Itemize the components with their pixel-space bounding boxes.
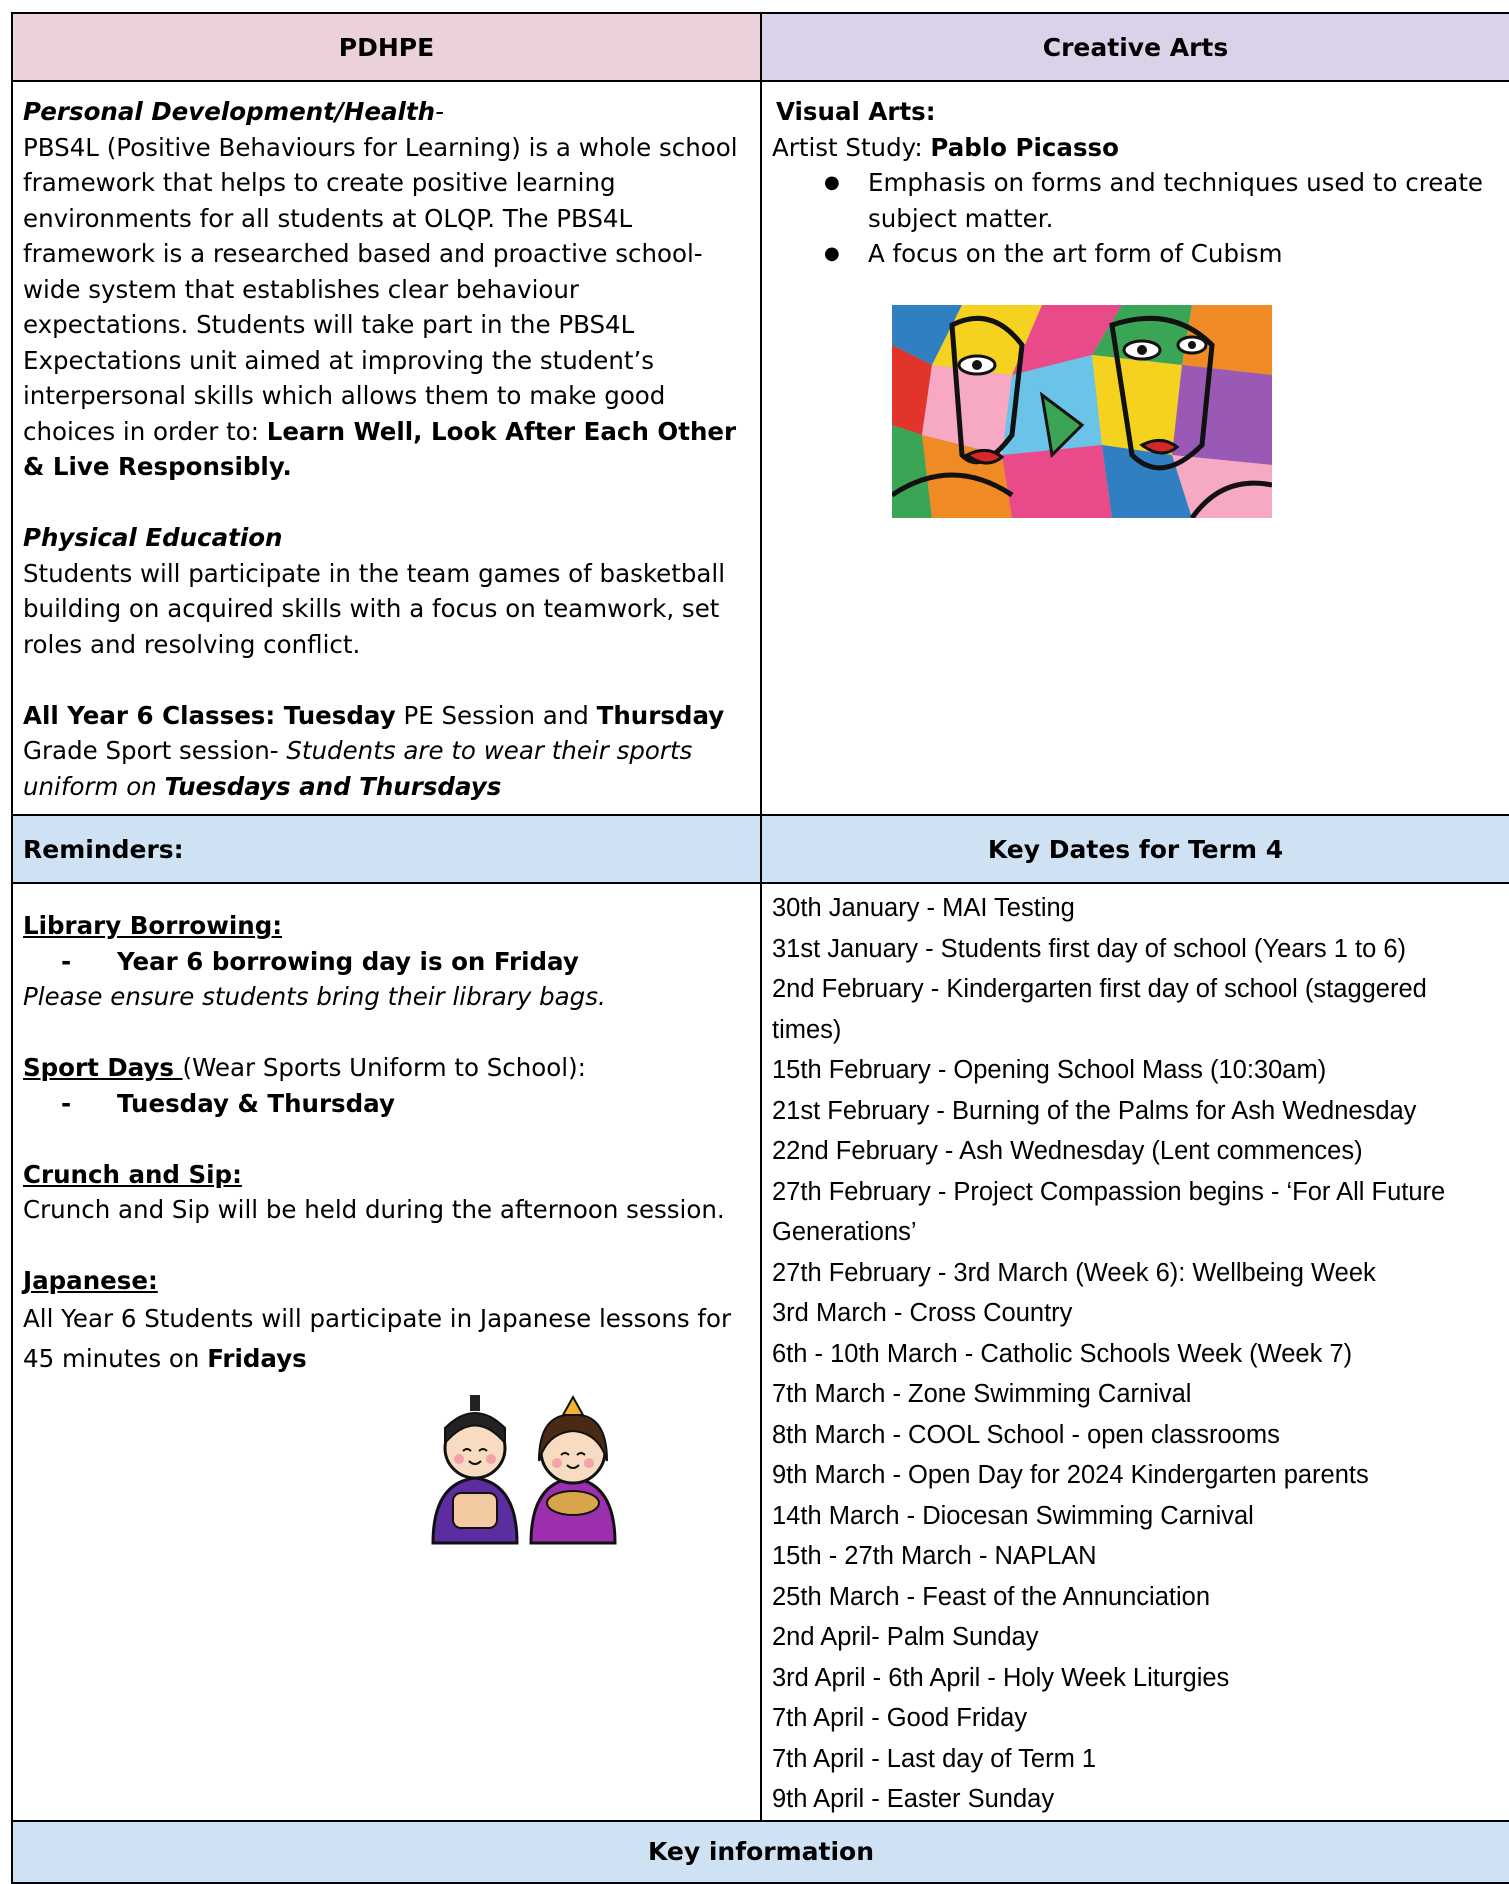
key-information-header-text: Key information bbox=[647, 1837, 875, 1866]
reminders-header bbox=[12, 815, 761, 883]
key-date-item: 2nd April- Palm Sunday bbox=[772, 1623, 1039, 1651]
key-dates-header-text: Key Dates for Term 4 bbox=[987, 834, 1284, 864]
key-date-item: 8th March - COOL School - open classrooms bbox=[772, 1420, 1280, 1449]
pd-heading-dash: - bbox=[435, 97, 444, 126]
reminders-header-text: Reminders: bbox=[23, 834, 184, 864]
key-date-item: 22nd February - Ash Wednesday (Lent commences) bbox=[772, 1137, 1363, 1165]
library-note: Please ensure students bring their library bags. bbox=[23, 982, 606, 1011]
sport-subtext: (Wear Sports Uniform to School): bbox=[182, 1053, 586, 1082]
artist-name: Pablo Picasso bbox=[930, 132, 1119, 162]
key-date-item: 21st February - Burning of the Palms for Ash Wednesday bbox=[772, 1096, 1417, 1125]
classes-text-1: PE Session and bbox=[395, 700, 597, 730]
art-bullet-item: ● Emphasis on forms and techniques used to create subject matter. bbox=[772, 165, 1499, 236]
pd-heading: Personal Development/Health bbox=[23, 97, 436, 126]
sport-heading: Sport Days bbox=[23, 1053, 183, 1082]
pdhpe-content bbox=[12, 81, 761, 815]
creative-arts-header-text: Creative Arts bbox=[1042, 32, 1229, 62]
reminders-content bbox=[12, 883, 761, 1821]
art-bullet-item: ● A focus on the art form of Cubism bbox=[772, 236, 1499, 272]
sport-item: Tuesday & Thursday bbox=[117, 1088, 395, 1118]
key-date-item: 6th - 10th March - Catholic Schools Week (Week 7) bbox=[772, 1339, 1353, 1368]
key-date-item: 9th April - Easter Sunday bbox=[772, 1785, 1055, 1813]
japanese-day: Fridays bbox=[207, 1343, 307, 1373]
key-dates-content bbox=[761, 883, 1509, 1821]
library-item: Year 6 borrowing day is on Friday bbox=[117, 946, 579, 976]
key-dates-list bbox=[762, 884, 1509, 1820]
newsletter-table bbox=[11, 12, 1509, 1884]
key-date-item: 31st January - Students first day of school (Years 1 to 6) bbox=[772, 934, 1407, 963]
key-date-item: 25th March - Feast of the Annunciation bbox=[772, 1582, 1211, 1611]
classes-paragraph bbox=[23, 698, 750, 805]
key-date-item: 15th February - Opening School Mass (10:30am) bbox=[772, 1056, 1327, 1084]
key-date-item: 7th April - Last day of Term 1 bbox=[772, 1744, 1097, 1773]
classes-uniform-days: Tuesdays and Thursdays bbox=[164, 771, 502, 801]
key-date-item: 7th March - Zone Swimming Carnival bbox=[772, 1380, 1192, 1408]
creative-arts-content bbox=[761, 81, 1509, 815]
pd-values-text: Learn Well, Look After Each Other & Live Responsibly. bbox=[23, 416, 737, 481]
key-date-item: 3rd March - Cross Country bbox=[772, 1299, 1073, 1327]
crunch-heading: Crunch and Sip: bbox=[23, 1159, 242, 1189]
crunch-body: Crunch and Sip will be held during the afternoon session. bbox=[23, 1195, 725, 1224]
japanese-body-text: All Year 6 Students will participate in Japanese lessons for 45 minutes on bbox=[23, 1303, 732, 1373]
japanese-heading: Japanese: bbox=[23, 1266, 158, 1295]
pe-paragraph: Students will participate in the team games of basketball building on acquired skills with a focus on teamwork, set roles and resolving conflict. bbox=[23, 558, 726, 659]
classes-thursday: Thursday bbox=[596, 700, 725, 730]
key-date-item: 15th - 27th March - NAPLAN bbox=[772, 1542, 1097, 1570]
sport-dash: - bbox=[61, 1088, 72, 1118]
pd-paragraph bbox=[23, 130, 750, 485]
key-date-item: 30th January - MAI Testing bbox=[772, 894, 1075, 922]
key-date-item: 27th February - 3rd March (Week 6): Wellbeing Week bbox=[772, 1258, 1376, 1287]
artist-label: Artist Study: bbox=[772, 132, 931, 162]
key-information-header bbox=[12, 1821, 1509, 1883]
key-date-item: 14th March - Diocesan Swimming Carnival bbox=[772, 1501, 1254, 1530]
creative-arts-header bbox=[761, 13, 1509, 81]
key-dates-header bbox=[761, 815, 1509, 883]
key-date-item: 3rd April - 6th April - Holy Week Liturgies bbox=[772, 1663, 1230, 1692]
classes-uniform-note: Students are to wear their sports uniform on bbox=[23, 736, 693, 801]
key-date-item: 27th February - Project Compassion begins - ‘For All Future Generations’ bbox=[772, 1177, 1446, 1246]
cubism-artwork-image bbox=[892, 305, 1272, 518]
library-dash: - bbox=[61, 946, 72, 976]
pd-body-text: PBS4L (Positive Behaviours for Learning) is a whole school framework that helps to create positive learning environments for all students at OLQP. The PBS4L framework is a researched based and proactive school-wide system that establishes clear behaviour expectations. Students will take part in the PBS4L Expectations unit aimed at improving the student’s interpersonal skills which allows them to make good choices in order to: bbox=[23, 132, 738, 446]
classes-label: All Year 6 Classes: Tuesday bbox=[23, 700, 396, 730]
classes-text-2: Grade Sport session- bbox=[23, 736, 287, 765]
visual-arts-heading: Visual Arts: bbox=[776, 97, 936, 126]
japanese-body bbox=[23, 1299, 750, 1379]
key-date-item: 9th March - Open Day for 2024 Kindergarten parents bbox=[772, 1461, 1369, 1489]
pdhpe-header-text: PDHPE bbox=[338, 32, 435, 62]
pdhpe-header bbox=[12, 13, 761, 81]
pe-heading: Physical Education bbox=[23, 523, 283, 552]
library-heading: Library Borrowing: bbox=[23, 911, 283, 940]
key-date-item: 2nd February - Kindergarten first day of school (staggered times) bbox=[772, 975, 1427, 1044]
key-date-item: 7th April - Good Friday bbox=[772, 1704, 1028, 1732]
art-bullet-list bbox=[772, 165, 1499, 272]
japanese-dolls-image bbox=[423, 1393, 623, 1545]
